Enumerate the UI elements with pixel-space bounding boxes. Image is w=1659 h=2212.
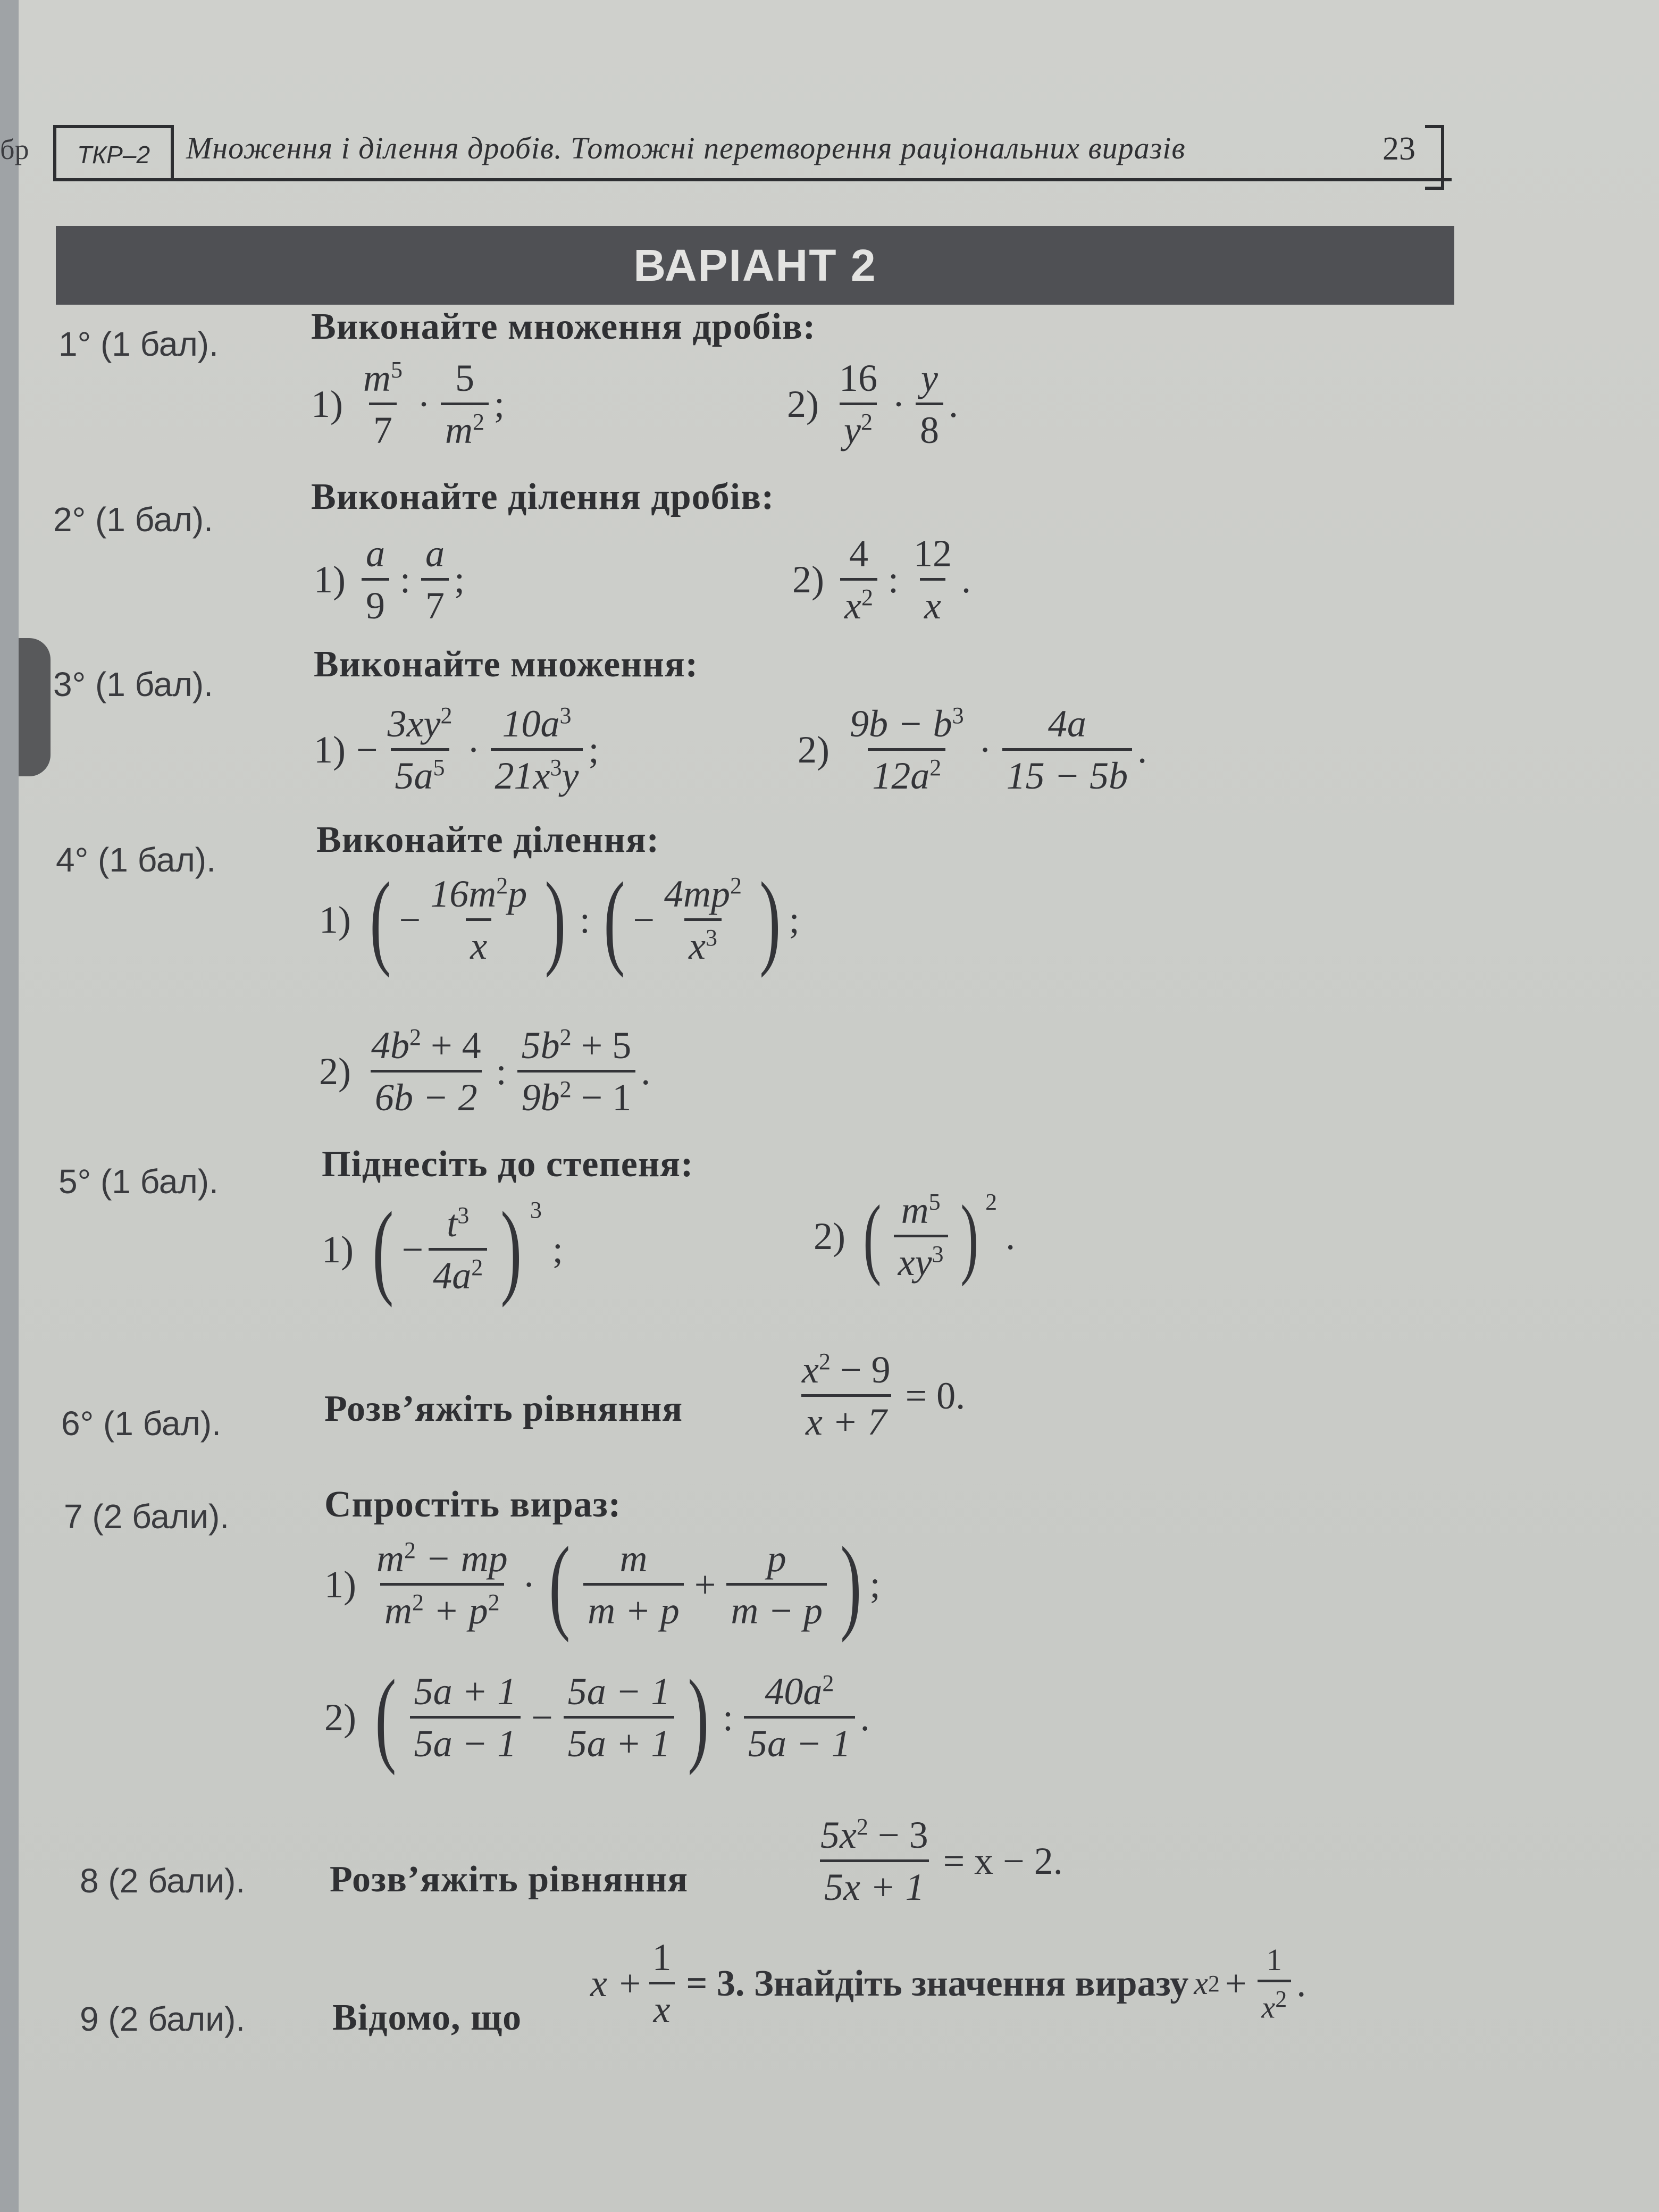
fraction: $\frac{5a + 1}{5a - 1}$ (410, 1670, 521, 1766)
fraction: $\frac{m^2 - mp}{m^2 + p^2}$ (376, 1537, 508, 1632)
fraction: $\frac{5x^2 - 3}{5x + 1}$ (820, 1814, 928, 1908)
task-9-condition: x + $\frac{1}{x}$ = 3. Знайдіть значення виразу x 2 + $\frac{1}{x^2}$ . (590, 1936, 1306, 2031)
fraction: $\frac{16m^2p}{x}$ (430, 872, 527, 967)
item-number: 1) (314, 558, 346, 601)
fraction: $\frac{a}{9}$ (362, 532, 389, 628)
task-2-title: Виконайте ділення дробів: (311, 476, 775, 517)
item-number: 2) (814, 1215, 845, 1258)
fraction: $\frac{4a}{15 - 5b}$ (1002, 702, 1133, 798)
fraction: $\frac{40a^2}{5a - 1}$ (744, 1670, 855, 1766)
fraction: $\frac{5b^2 + 5}{9b^2 - 1}$ (517, 1024, 636, 1120)
task-2-item-1: 1) $\frac{a}{9}$ : $\frac{a}{7}$ ; (314, 532, 465, 627)
item-number: 1) (324, 1563, 356, 1606)
item-number: 1) (314, 728, 346, 771)
task-8-label: 8 (2 бали). (80, 1862, 246, 1900)
task-4-label: 4° (1 бал). (56, 841, 216, 879)
item-number: 2) (792, 558, 824, 601)
fraction: $\frac{p}{m - p}$ (726, 1537, 827, 1633)
task-7-item-1: 1) $\frac{m^2 - mp}{m^2 + p^2}$ · ( $\frac{m}{m + p}$ + $\frac{p}{m - p}$ ) ; (324, 1526, 881, 1643)
test-code-badge: ТКР–2 (53, 125, 174, 181)
item-number: 1) (319, 898, 351, 941)
task-4-item-2: 2) $\frac{4b^2 + 4}{6b - 2}$ : $\frac{5b^2 + 5}{9b^2 - 1}$ . (319, 1024, 651, 1119)
task-7-item-2: 2) ( $\frac{5a + 1}{5a - 1}$ − $\frac{5a - 1}{5a + 1}$ ) : $\frac{40a^2}{5a - 1}$ . (324, 1658, 870, 1776)
item-number: 1) (311, 383, 343, 425)
task-3-label: 3° (1 бал). (53, 665, 213, 703)
task-3-item-1: 1) − $\frac{3xy^2}{5a^5}$ · $\frac{10a^3}{21x^3y}$ ; (314, 702, 599, 797)
task-5-item-1: 1) ( − $\frac{t^3}{4a^2}$ ) 3 ; (322, 1191, 563, 1308)
task-6-label: 6° (1 бал). (61, 1404, 221, 1443)
item-number: 2) (324, 1696, 356, 1739)
task-2-label: 2° (1 бал). (53, 500, 213, 539)
task-4-title: Виконайте ділення: (316, 819, 660, 860)
fraction: $\frac{1}{x}$ (648, 1936, 676, 2032)
header-title: Множення і ділення дробів. Тотожні перетворення раціональних виразів (186, 131, 1186, 165)
task-1-item-1: 1) $\frac{m^5}{7}$ · $\frac{5}{m^2}$ ; (311, 357, 505, 451)
fraction: $\frac{5}{m^2}$ (441, 356, 489, 453)
page-number: 23 (1382, 131, 1415, 167)
fraction: $\frac{1}{x^2}$ (1258, 1942, 1292, 2025)
fraction: $\frac{10a^3}{21x^3y}$ (491, 702, 583, 798)
fraction: $\frac{x^2 - 9}{x + 7}$ (802, 1348, 891, 1443)
fraction: $\frac{m}{m + p}$ (583, 1537, 684, 1633)
fraction: $\frac{4b^2 + 4}{6b - 2}$ (371, 1024, 481, 1119)
task-6-title: Розв’яжіть рівняння (324, 1388, 683, 1429)
page-number-bracket (1425, 125, 1444, 190)
task-8-title: Розв’яжіть рівняння (330, 1859, 689, 1900)
task-8-equation: $\frac{5x^2 - 3}{5x + 1}$ = x − 2. (811, 1813, 1068, 1909)
fraction: $\frac{12}{x}$ (913, 532, 952, 627)
item-number: 2) (787, 383, 819, 425)
task-1-item-2: 2) $\frac{16}{y^2}$ · $\frac{y}{8}$ . (787, 357, 958, 451)
item-number: 2) (798, 728, 830, 771)
fraction: $\frac{4}{x^2}$ (840, 532, 877, 628)
task-5-label: 5° (1 бал). (58, 1162, 219, 1201)
fraction: $\frac{9b - b^3}{12a^2}$ (849, 702, 964, 797)
fraction: $\frac{5a - 1}{5a + 1}$ (564, 1670, 675, 1766)
task-9-title: Відомо, що (332, 1997, 522, 2038)
task-3-title: Виконайте множення: (314, 644, 699, 685)
fraction: $\frac{y}{8}$ (916, 356, 943, 453)
task-4-item-1: 1) ( − $\frac{16m^2p}{x}$ ) : ( − $\frac{4mp^2}{x^3}$ ) ; (319, 861, 800, 978)
task-3-item-2: 2) $\frac{9b - b^3}{12a^2}$ · $\frac{4a}{15 - 5b}$ . (798, 702, 1147, 797)
task-5-item-2: 2) ( $\frac{m^5}{xy^3}$ ) 2 . (814, 1186, 1016, 1287)
task-5-title: Піднесіть до степеня: (322, 1144, 694, 1185)
task-1-title: Виконайте множення дробів: (311, 306, 816, 347)
binding-shadow (19, 638, 51, 776)
side-mark: бр (0, 133, 29, 165)
fraction: $\frac{m^5}{7}$ (363, 357, 403, 451)
task-7-label: 7 (2 бали). (64, 1497, 230, 1536)
variant-banner: ВАРІАНТ 2 (56, 226, 1454, 305)
task-1-label: 1° (1 бал). (58, 325, 219, 363)
fraction: $\frac{16}{y^2}$ (839, 357, 877, 451)
item-number: 1) (322, 1228, 354, 1271)
fraction: $\frac{m^5}{xy^3}$ (894, 1188, 948, 1285)
task-6-equation: $\frac{x^2 - 9}{x + 7}$ = 0. (792, 1348, 970, 1444)
fraction: $\frac{a}{7}$ (421, 532, 449, 628)
task-7-title: Спростіть вираз: (324, 1484, 622, 1525)
task-2-item-2: 2) $\frac{4}{x^2}$ : $\frac{12}{x}$ . (792, 532, 971, 627)
page-header (53, 114, 1452, 181)
fraction: $\frac{4mp^2}{x^3}$ (664, 872, 742, 967)
item-number: 2) (319, 1050, 351, 1093)
fraction: $\frac{t^3}{4a^2}$ (429, 1202, 487, 1298)
task-9-label: 9 (2 бали). (80, 2000, 246, 2038)
fraction: $\frac{3xy^2}{5a^5}$ (387, 702, 453, 797)
